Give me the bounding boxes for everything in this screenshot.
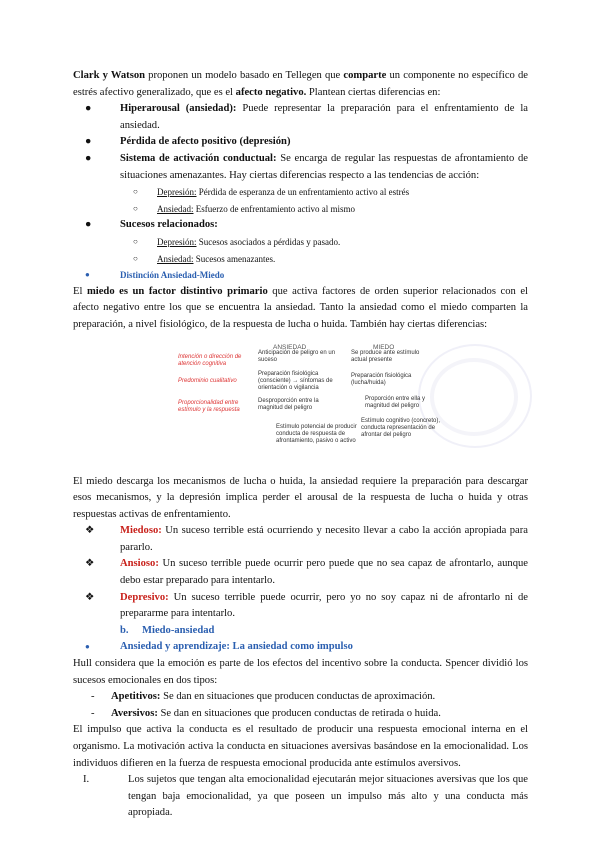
authors: Clark y Watson [73,70,146,81]
sub-bullet-item [73,184,528,201]
sub-bullet-item [73,251,528,268]
diamond-label: Depresivo: [120,591,169,603]
bullet-dot-icon: ● [85,642,90,652]
sub-bullet-text: Sucesos asociados a pérdidas y pasado. [196,236,341,247]
intro-bold-1: comparte [343,70,387,81]
bullet-dot-icon: ● [85,152,92,164]
sub-bullet-label: Ansiedad: [157,203,194,214]
roman-numeral: I. [83,774,90,786]
sub-bullet-label: Depresión: [157,187,197,198]
bullet-bold: Hiperarousal (ansiedad): [120,103,237,115]
dash-bullet-icon: - [91,707,95,719]
bullet-dot-icon: ● [85,270,90,280]
fear-paragraph [73,284,528,334]
dash-item [73,706,528,723]
diamond-bullet-icon: ❖ [85,591,95,603]
dash-item [73,689,528,706]
diamond-item [73,590,528,623]
dash-label: Apetitivos: [111,691,161,703]
figure-col-anxiety: ANSIEDAD [273,343,307,351]
figure-cell-anxiety: Estímulo potencial de producir conducta de respuesta de afrontamiento, pasivo o activo [276,423,357,444]
diamond-text: Un suceso terrible está ocurriendo y necesito llevar a cabo la acción apropiada para pararlo. [120,525,528,553]
figure-cell-anxiety: Desproporción entre la magnitud del peligro [258,397,319,411]
intro-bold-2: afecto negativo. [235,86,307,98]
mechanisms-paragraph: El miedo descarga los mecanismos de lucha o huida, la ansiedad requiere la preparación para descargar esos mecanismos, y la depresión implica perder el arousal de la respuesta de lucha o huida y otras respuestas activas de enfrentamiento. [73,475,528,520]
bullet-text: Puede representar la preparación para el enfrentamiento de la ansiedad. [120,103,528,131]
figure-cell-fear: Se produce ante estímulo actual presente [351,349,420,363]
bullet-bold: Pérdida de afecto positivo (depresión) [120,136,291,148]
intro-paragraph [73,68,528,101]
diamond-text: Un suceso terrible puede ocurrir pero puede que no sea capaz de afrontarlo, aunque debo estar preparado para intentarlo. [120,558,528,587]
diamond-bullet-icon: ❖ [85,558,95,570]
sub-bullet-item [73,201,528,218]
roman-item [73,772,528,822]
bullet-bold: Sucesos relacionados: [120,219,218,231]
subsection-letter: b. [120,624,129,636]
circle-bullet-icon: ○ [133,203,138,213]
sub-bullet-item [73,234,528,251]
impulse-paragraph: El impulso que activa la conducta es el resultado de producir una respuesta emocional interna en el organismo. La motivación activa la conducta en situaciones aversivas basándose en la emocionalidad. Los individuos difieren en la fuerza de respuesta emocional producida ante estímulos aversivos. [73,724,528,769]
bullet-bold: Sistema de activación conductual: [120,152,277,164]
diamond-label: Ansioso: [120,558,159,570]
intro-text-2: un componente no específico de estrés afectivo generalizado, que es el [73,70,528,98]
circle-bullet-icon: ○ [133,187,138,197]
section-heading [73,267,528,284]
figure-cell-anxiety: Preparación fisiológica (consciente) → síntomas de orientación o vigilancia [258,370,333,391]
comparison-figure [73,340,528,472]
diamond-item [73,523,528,556]
bullet-dot-icon: ● [85,219,92,231]
sub-bullet-label: Ansiedad: [157,253,194,264]
para1-text-1: El [73,285,87,297]
figure-row-label: Predominio cualitativo [178,377,237,384]
intro-text-1: proponen un modelo basado en Tellegen que [145,70,344,81]
diamond-text: Un suceso terrible puede ocurrir, pero yo no soy capaz ni de afrontarlo ni de prepararme para intentarlo. [120,591,528,620]
sub-bullet-label: Depresión: [157,236,197,247]
figure-cell-anxiety: Anticipación de peligro en un suceso [258,349,336,363]
sub-bullet-text: Pérdida de esperanza de un enfrentamiento activo al estrés [196,187,410,198]
bullet-item [73,151,528,184]
sub-bullet-text: Esfuerzo de enfrentamiento activo al mismo [193,203,355,214]
para1-bold: miedo es un factor distintivo primario [86,285,268,297]
figure-cell-fear: Estímulo cognitivo (concreto), conducta representación de afrontar del peligro [361,417,441,438]
section-heading [73,639,528,656]
roman-text: Los sujetos que tengan alta emocionalidad ejecutarán mejor situaciones aversivas que los que tengan baja emocionalidad, ya que poseen un impulso más alto y una conducta más apropiada. [128,774,528,819]
diamond-item [73,556,528,589]
intro-text-3: Plantean ciertas diferencias en: [306,86,441,98]
bullet-text: Se encarga de regular las respuestas de afrontamiento de situaciones amenazantes. Hay ciertas diferencias respecto a las tendencias de acción: [120,152,529,181]
figure-row-label: Proporcionalidad entre estímulo y la respuesta [178,399,240,413]
heading-distincion: Distinción Ansiedad-Miedo [120,270,225,281]
bullet-item [73,101,528,134]
dash-bullet-icon: - [91,691,95,703]
heading-aprendizaje: Ansiedad y aprendizaje: La ansiedad como impulso [120,641,353,653]
bullet-item [73,217,528,234]
figure-col-fear: MIEDO [373,343,395,351]
bullet-item [73,134,528,151]
dash-text: Se dan en situaciones que producen conductas de aproximación. [160,691,436,703]
bullet-dot-icon: ● [85,103,92,115]
diamond-label: Miedoso: [120,525,162,537]
dash-label: Aversivos: [111,707,158,719]
dash-text: Se dan en situaciones que producen conductas de retirada o huida. [157,707,441,719]
circle-bullet-icon: ○ [133,253,138,263]
subsection-heading [73,623,528,640]
document-page [73,68,528,822]
subsection-title: Miedo-ansiedad [142,624,215,636]
bullet-dot-icon: ● [85,136,92,148]
hull-paragraph: Hull considera que la emoción es parte de los efectos del incentivo sobre la conducta. Spencer dividió los sucesos emocionales en dos tipos: [73,658,528,686]
sub-bullet-text: Sucesos amenazantes. [193,253,276,264]
para1-text-2: que activa factores de orden superior relacionados con el afecto negativo entre los que se encuentra la ansiedad. Tanto la ansiedad como el miedo comparten la preparación, a nivel fisiológico, de la respuesta de lucha o huida. También hay ciertas diferencias: [73,285,528,330]
figure-cell-fear: Proporción entre ella y magnitud del peligro [365,395,426,409]
figure-row-label: Intención o dirección de atención cognitiva [178,353,242,367]
diamond-bullet-icon: ❖ [85,525,95,537]
figure-cell-fear: Preparación fisiológica (lucha/huida) [351,372,412,386]
circle-bullet-icon: ○ [133,236,138,246]
